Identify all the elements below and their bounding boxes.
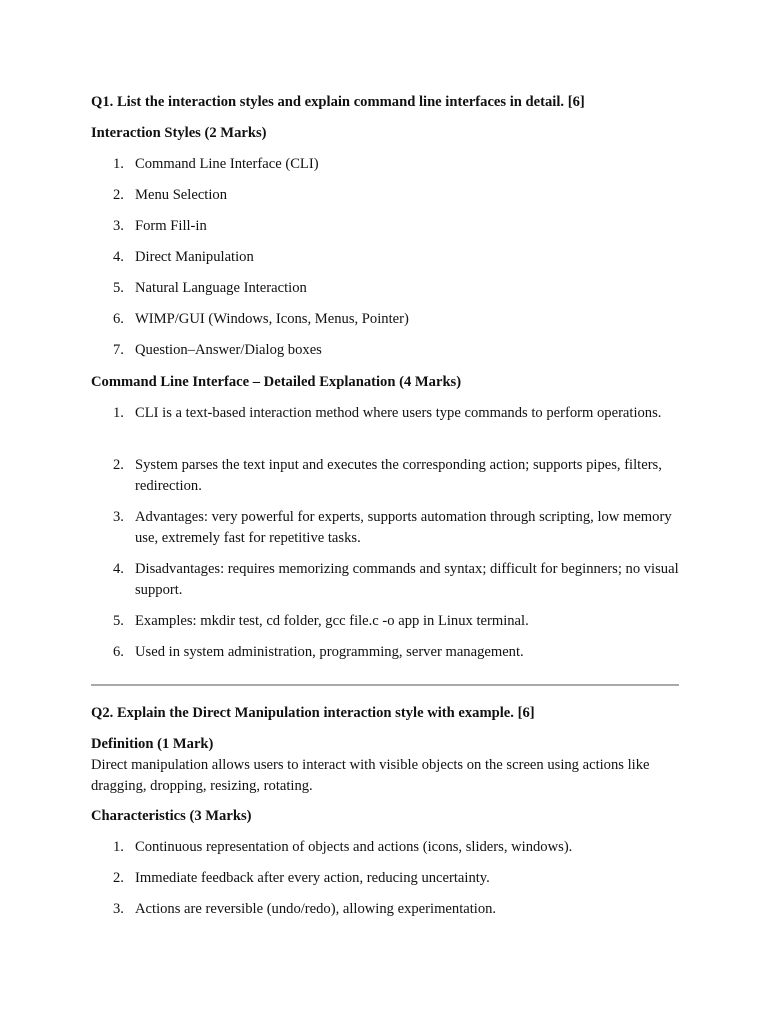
list-item: 2. Menu Selection bbox=[113, 187, 228, 203]
list-item: 3. Advantages: very powerful for experts, supports automation through scripting, low memory use, extremely fast for repetitive tasks. bbox=[113, 509, 672, 546]
list-item: 5. Natural Language Interaction bbox=[113, 280, 307, 296]
cli-explanation-heading: Command Line Interface – Detailed Explanation (4 Marks) bbox=[91, 374, 462, 390]
list-item: 6. Used in system administration, programming, server management. bbox=[113, 644, 524, 660]
list-item: 6. WIMP/GUI (Windows, Icons, Menus, Pointer) bbox=[113, 311, 409, 327]
list-item: 4. Direct Manipulation bbox=[113, 249, 254, 265]
characteristics-list bbox=[91, 837, 681, 930]
list-item: 7. Question–Answer/Dialog boxes bbox=[113, 342, 322, 358]
list-item: 4. Disadvantages: requires memorizing commands and syntax; difficult for beginners; no visual support. bbox=[113, 561, 679, 598]
interaction-styles-heading: Interaction Styles (2 Marks) bbox=[91, 125, 267, 141]
list-item: 3. Actions are reversible (undo/redo), allowing experimentation. bbox=[113, 901, 497, 917]
section-divider bbox=[91, 684, 679, 686]
q1-title: Q1. List the interaction styles and explain command line interfaces in detail. [6] bbox=[91, 94, 585, 110]
list-item: 1. CLI is a text-based interaction method where users type commands to perform operations. bbox=[113, 405, 662, 421]
characteristics-heading: Characteristics (3 Marks) bbox=[91, 808, 252, 824]
list-item: 2. Immediate feedback after every action, reducing uncertainty. bbox=[113, 870, 490, 886]
interaction-styles-list bbox=[91, 154, 681, 371]
cli-points-list bbox=[91, 403, 681, 673]
q2-title: Q2. Explain the Direct Manipulation interaction style with example. [6] bbox=[91, 705, 535, 721]
list-item: 1. Continuous representation of objects and actions (icons, sliders, windows). bbox=[113, 839, 573, 855]
definition-heading: Definition (1 Mark) bbox=[91, 736, 214, 752]
list-item: 2. System parses the text input and executes the corresponding action; supports pipes, filters, redirection. bbox=[113, 457, 662, 494]
definition-text: Direct manipulation allows users to interact with visible objects on the screen using actions like dragging, dropping, resizing, rotating. bbox=[91, 757, 650, 794]
list-item: 1. Command Line Interface (CLI) bbox=[113, 156, 319, 172]
list-item: 3. Form Fill-in bbox=[113, 218, 207, 234]
list-item: 5. Examples: mkdir test, cd folder, gcc file.c -o app in Linux terminal. bbox=[113, 613, 529, 629]
